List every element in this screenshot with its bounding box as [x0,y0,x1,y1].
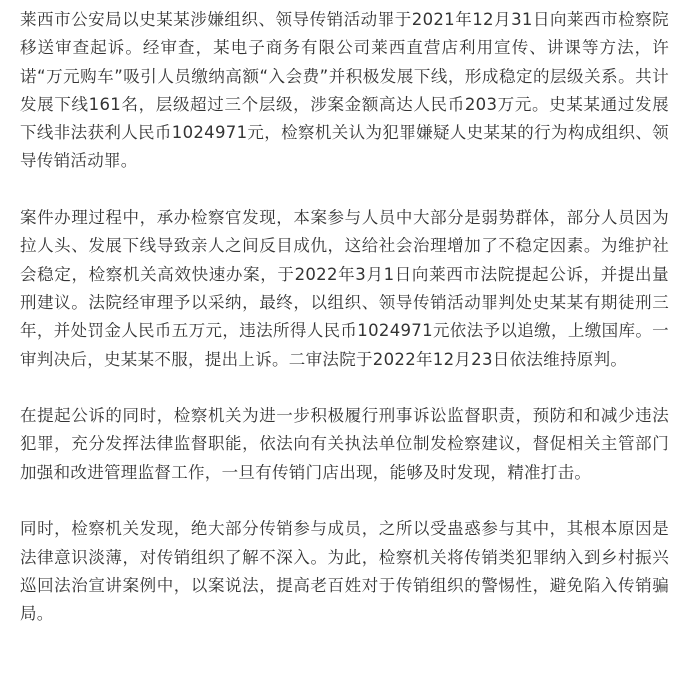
article-paragraph-3: 在提起公诉的同时，检察机关为进一步积极履行刑事诉讼监督职责，预防和和减少违法犯罪，充分发挥法律监督职能，依法向有关执法单位制发检察建议，督促相关主管部门加强和改进管理监督工作，一旦有传销门店出现，能够及时发现，精准打击。 [20,406,669,482]
article-paragraph-1: 莱西市公安局以史某某涉嫌组织、领导传销活动罪于2021年12月31日向莱西市检察院移送审查起诉。经审查，某电子商务有限公司莱西直营店利用宣传、讲课等方法，许诺“万元购车”吸引人员缴纳高额“入会费”并积极发展下线，形成稳定的层级关系。共计发展下线161名，层级超过三个层级，涉案金额高达人民币203万元。史某某通过发展下线非法获利人民币1024971元，检察机关认为犯罪嫌疑人史某某的行为构成组织、领导传销活动罪。 [20,10,669,171]
article-paragraph-4: 同时，检察机关发现，绝大部分传销参与成员，之所以受蛊惑参与其中，其根本原因是法律意识淡薄，对传销组织了解不深入。为此，检察机关将传销类犯罪纳入到乡村振兴巡回法治宣讲案例中，以案说法，提高老百姓对于传销组织的警惕性，避免陷入传销骗局。 [20,519,669,624]
article-paragraph-2: 案件办理过程中，承办检察官发现，本案参与人员中大部分是弱势群体，部分人员因为拉人头、发展下线导致亲人之间反目成仇，这给社会治理增加了不稳定因素。为维护社会稳定，检察机关高效快速办案，于2022年3月1日向莱西市法院提起公诉，并提出量刑建议。法院经审理予以采纳，最终，以组织、领导传销活动罪判处史某某有期徒刑三年，并处罚金人民币五万元，违法所得人民币1024971元依法予以追缴，上缴国库。一审判决后，史某某不服，提出上诉。二审法院于2022年12月23日依法维持原判。 [20,208,669,369]
